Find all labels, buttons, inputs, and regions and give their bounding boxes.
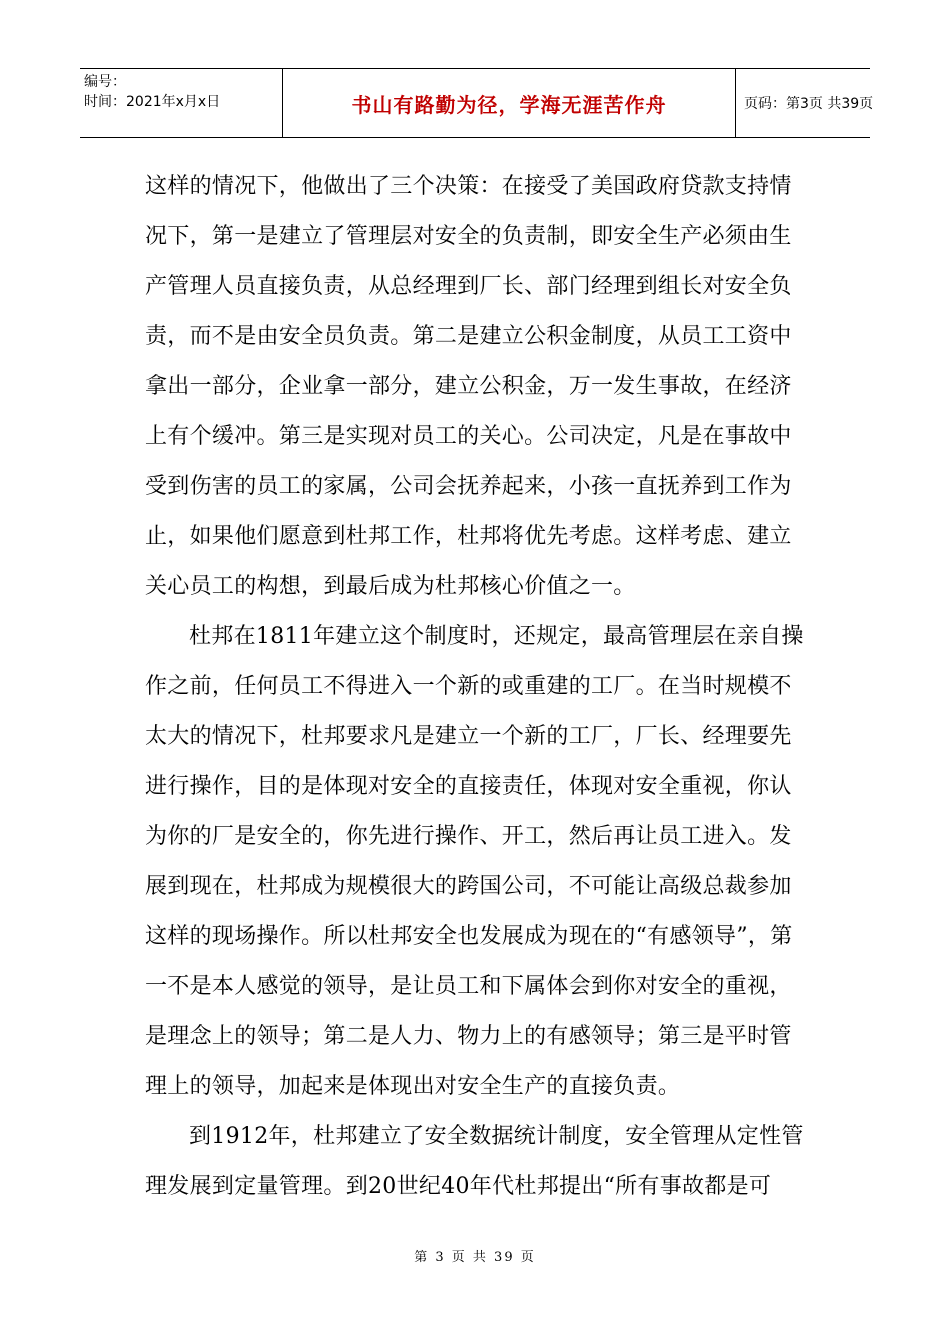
document-body — [145, 162, 809, 1212]
document-date-label: 时间：2021年x月x日 — [84, 94, 221, 110]
page-header — [80, 68, 874, 138]
header-motto: 书山有路勤为径，学海无涯苦作舟 — [282, 69, 736, 137]
header-page-info: 页码：第3页 共39页 — [744, 96, 874, 112]
paragraph: 到1912年，杜邦建立了安全数据统计制度，安全管理从定性管理发展到定量管理。到20世纪40年代杜邦提出“所有事故都是可 — [145, 1124, 804, 1199]
header-meta — [80, 69, 282, 137]
paragraph: 这样的情况下，他做出了三个决策：在接受了美国政府贷款支持情况下，第一是建立了管理层对安全的负责制，即安全生产必须由生产管理人员直接负责，从总经理到厂长、部门经理到组长对安全负责，而不是由安全员负责。第二是建立公积金制度，从员工工资中拿出一部分，企业拿一部分，建立公积金，万一发生事故，在经济上有个缓冲。第三是实现对员工的关心。公司决定，凡是在事故中受到伤害的员工的家属，公司会抚养起来，小孩一直抚养到工作为止，如果他们愿意到杜邦工作，杜邦将优先考虑。这样考虑、建立关心员工的构想，到最后成为杜邦核心价值之一。 — [145, 174, 792, 599]
document-number-label: 编号： — [84, 74, 126, 90]
paragraph: 杜邦在1811年建立这个制度时，还规定，最高管理层在亲自操作之前，任何员工不得进入一个新的或重建的工厂。在当时规模不太大的情况下，杜邦要求凡是建立一个新的工厂，厂长、经理要先进行操作，目的是体现对安全的直接责任，体现对安全重视，你认为你的厂是安全的，你先进行操作、开工，然后再让员工进入。发展到现在，杜邦成为规模很大的跨国公司，不可能让高级总裁参加这样的现场操作。所以杜邦安全也发展成为现在的“有感领导”，第一不是本人感觉的领导，是让员工和下属体会到你对安全的重视，是理念上的领导；第二是人力、物力上的有感领导；第三是平时管理上的领导，加起来是体现出对安全生产的直接负责。 — [145, 624, 804, 1099]
page-footer: 第 3 页 共 39 页 — [414, 1250, 536, 1265]
